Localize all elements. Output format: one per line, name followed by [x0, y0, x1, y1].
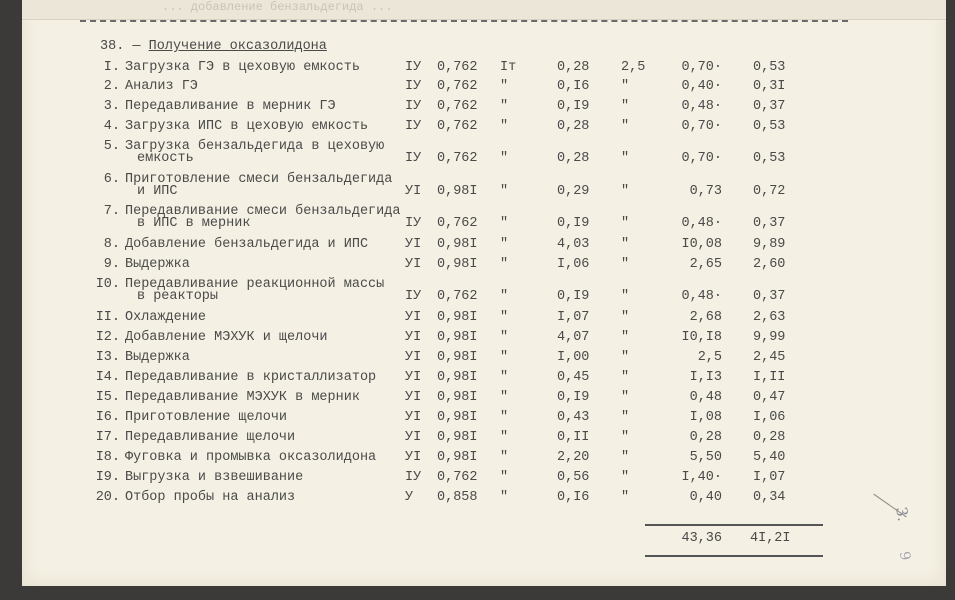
row-c6: 0,40·: [681, 79, 722, 94]
row-c6: 2,65: [689, 257, 722, 272]
row-c6: 0,48: [689, 390, 722, 405]
row-c6: 2,68: [689, 310, 722, 325]
section-title: Получение оксазолидона: [148, 39, 327, 54]
row-unit: ": [500, 79, 509, 94]
row-number: I9.: [95, 470, 120, 485]
row-mass: 0,29: [557, 184, 590, 199]
row-number: I7.: [95, 430, 120, 445]
section-number: 38.: [100, 39, 125, 54]
row-mass: I,00: [557, 350, 590, 365]
row-c7: I,06: [753, 410, 786, 425]
row-operation-name: и ИПС: [137, 184, 178, 199]
row-number: I0.: [95, 277, 120, 292]
row-coef: 0,762: [437, 470, 478, 485]
row-operation-name: Передавливание смеси бензальдегида: [125, 204, 401, 219]
row-number: 7.: [103, 204, 120, 219]
row-factor: ": [621, 216, 630, 231]
row-operation-name: Передавливание в мерник ГЭ: [125, 99, 336, 114]
row-factor: ": [621, 430, 630, 445]
row-factor: ": [621, 119, 630, 134]
row-factor: ": [621, 450, 630, 465]
row-factor: ": [621, 237, 630, 252]
row-unit: ": [500, 237, 509, 252]
row-factor: ": [621, 330, 630, 345]
row-coef: 0,762: [437, 216, 478, 231]
row-cls: У: [405, 490, 414, 505]
row-unit: ": [500, 310, 509, 325]
total-c7: 4I,2I: [750, 531, 791, 546]
dashed-separator: [80, 20, 848, 22]
row-cls: УI: [405, 390, 422, 405]
row-c6: 2,5: [697, 350, 722, 365]
row-c7: 0,47: [753, 390, 786, 405]
row-factor: ": [621, 79, 630, 94]
row-coef: 0,762: [437, 151, 478, 166]
row-coef: 0,762: [437, 79, 478, 94]
row-number: I.: [103, 60, 120, 75]
row-operation-name: в ИПС в мерник: [137, 216, 251, 231]
row-mass: 0,I9: [557, 216, 590, 231]
row-coef: 0,98I: [437, 390, 478, 405]
row-c7: 9,89: [753, 237, 786, 252]
row-unit: ": [500, 470, 509, 485]
row-operation-name: Выдержка: [125, 257, 190, 272]
row-factor: ": [621, 289, 630, 304]
row-cls: IУ: [405, 99, 422, 114]
row-cls: УI: [405, 330, 422, 345]
row-operation-name: Передавливание в кристаллизатор: [125, 370, 377, 385]
row-c7: 5,40: [753, 450, 786, 465]
row-coef: 0,858: [437, 490, 478, 505]
row-cls: УI: [405, 310, 422, 325]
row-c7: 0,37: [753, 99, 786, 114]
row-mass: 0,28: [557, 151, 590, 166]
row-coef: 0,98I: [437, 370, 478, 385]
row-factor: ": [621, 257, 630, 272]
row-cls: IУ: [405, 470, 422, 485]
row-mass: 4,03: [557, 237, 590, 252]
row-c7: I,II: [753, 370, 786, 385]
row-coef: 0,98I: [437, 450, 478, 465]
row-coef: 0,762: [437, 60, 478, 75]
row-c7: 0,3I: [753, 79, 786, 94]
row-c7: 0,53: [753, 119, 786, 134]
row-operation-name: Передавливание МЭХУК в мерник: [125, 390, 360, 405]
row-c6: 0,48·: [681, 99, 722, 114]
row-mass: 0,I9: [557, 390, 590, 405]
row-coef: 0,98I: [437, 237, 478, 252]
row-coef: 0,98I: [437, 410, 478, 425]
row-cls: УI: [405, 350, 422, 365]
row-coef: 0,98I: [437, 257, 478, 272]
row-number: 2.: [103, 79, 120, 94]
row-c6: 0,70·: [681, 151, 722, 166]
row-factor: ": [621, 390, 630, 405]
totals-bottom-rule: [645, 555, 823, 557]
row-operation-name: Фуговка и промывка оксазолидона: [125, 450, 377, 465]
row-cls: УI: [405, 237, 422, 252]
row-cls: IУ: [405, 151, 422, 166]
row-operation-name: Добавление МЭХУК и щелочи: [125, 330, 328, 345]
row-mass: 0,45: [557, 370, 590, 385]
row-mass: I,06: [557, 257, 590, 272]
row-unit: ": [500, 257, 509, 272]
row-mass: 0,28: [557, 119, 590, 134]
row-factor: ": [621, 99, 630, 114]
row-factor: ": [621, 410, 630, 425]
row-c7: 0,34: [753, 490, 786, 505]
row-unit: ": [500, 330, 509, 345]
row-unit: ": [500, 370, 509, 385]
row-cls: УI: [405, 450, 422, 465]
row-operation-name: в реакторы: [137, 289, 219, 304]
row-operation-name: Передавливание реакционной массы: [125, 277, 385, 292]
row-coef: 0,98I: [437, 430, 478, 445]
row-factor: ": [621, 151, 630, 166]
row-number: 8.: [103, 237, 120, 252]
row-unit: ": [500, 410, 509, 425]
row-c6: I,I3: [689, 370, 722, 385]
row-operation-name: Загрузка ГЭ в цеховую емкость: [125, 60, 360, 75]
row-c7: 0,28: [753, 430, 786, 445]
row-unit: ": [500, 119, 509, 134]
row-cls: УI: [405, 430, 422, 445]
row-mass: 0,56: [557, 470, 590, 485]
row-operation-name: Приготовление щелочи: [125, 410, 288, 425]
row-factor: ": [621, 350, 630, 365]
row-number: 6.: [103, 172, 120, 187]
row-operation-name: Приготовление смеси бензальдегида: [125, 172, 393, 187]
row-operation-name: Охлаждение: [125, 310, 207, 325]
row-factor: ": [621, 370, 630, 385]
row-cls: УI: [405, 184, 422, 199]
heading-dash: —: [132, 39, 141, 54]
row-number: I4.: [95, 370, 120, 385]
row-mass: 0,28: [557, 60, 590, 75]
row-mass: 0,I6: [557, 490, 590, 505]
row-coef: 0,98I: [437, 330, 478, 345]
row-number: 5.: [103, 139, 120, 154]
row-factor: ": [621, 184, 630, 199]
row-number: I8.: [95, 450, 120, 465]
row-c6: 0,70·: [681, 119, 722, 134]
row-operation-name: Анализ ГЭ: [125, 79, 198, 94]
row-c6: I,40·: [681, 470, 722, 485]
row-operation-name: Выдержка: [125, 350, 190, 365]
row-mass: 0,I9: [557, 289, 590, 304]
row-unit: Iт: [500, 60, 517, 75]
row-coef: 0,98I: [437, 310, 478, 325]
row-c6: 0,48·: [681, 216, 722, 231]
row-cls: IУ: [405, 289, 422, 304]
row-c7: 9,99: [753, 330, 786, 345]
row-mass: 0,II: [557, 430, 590, 445]
row-unit: ": [500, 450, 509, 465]
row-operation-name: Передавливание щелочи: [125, 430, 296, 445]
row-unit: ": [500, 99, 509, 114]
row-c6: 5,50: [689, 450, 722, 465]
row-number: I6.: [95, 410, 120, 425]
row-coef: 0,98I: [437, 184, 478, 199]
row-number: II.: [95, 310, 120, 325]
row-cls: УI: [405, 257, 422, 272]
row-c6: 0,40: [689, 490, 722, 505]
row-c7: 2,60: [753, 257, 786, 272]
row-c7: 0,53: [753, 60, 786, 75]
row-mass: I,07: [557, 310, 590, 325]
row-number: 20.: [95, 490, 120, 505]
row-c6: I,08: [689, 410, 722, 425]
row-cls: IУ: [405, 216, 422, 231]
row-coef: 0,762: [437, 289, 478, 304]
handwritten-mark: 3.: [892, 505, 913, 523]
row-factor: ": [621, 470, 630, 485]
row-factor: ": [621, 310, 630, 325]
total-c6: 43,36: [681, 531, 722, 546]
row-c6: I0,I8: [681, 330, 722, 345]
row-mass: 0,43: [557, 410, 590, 425]
row-mass: 4,07: [557, 330, 590, 345]
row-operation-name: Добавление бензальдегида и ИПС: [125, 237, 369, 252]
row-unit: ": [500, 430, 509, 445]
row-cls: IУ: [405, 119, 422, 134]
row-cls: УI: [405, 370, 422, 385]
row-operation-name: Загрузка ИПС в цеховую емкость: [125, 119, 369, 134]
row-coef: 0,98I: [437, 350, 478, 365]
row-operation-name: Отбор пробы на анализ: [125, 490, 296, 505]
row-mass: 0,I6: [557, 79, 590, 94]
row-unit: ": [500, 151, 509, 166]
folded-previous-page: [22, 0, 946, 20]
row-coef: 0,762: [437, 99, 478, 114]
row-cls: IУ: [405, 79, 422, 94]
row-unit: ": [500, 184, 509, 199]
row-number: 3.: [103, 99, 120, 114]
row-unit: ": [500, 216, 509, 231]
row-factor: ": [621, 490, 630, 505]
fold-text: ... добавление бензальдегида ...: [162, 0, 393, 14]
row-unit: ": [500, 390, 509, 405]
row-c7: 0,37: [753, 289, 786, 304]
row-unit: ": [500, 490, 509, 505]
row-mass: 0,I9: [557, 99, 590, 114]
row-cls: УI: [405, 410, 422, 425]
row-number: I3.: [95, 350, 120, 365]
row-c6: I0,08: [681, 237, 722, 252]
row-c7: 0,72: [753, 184, 786, 199]
row-c6: 0,70·: [681, 60, 722, 75]
row-number: 4.: [103, 119, 120, 134]
row-c7: 2,45: [753, 350, 786, 365]
row-coef: 0,762: [437, 119, 478, 134]
section-heading: [100, 40, 327, 53]
row-c7: 0,53: [753, 151, 786, 166]
row-operation-name: емкость: [137, 151, 194, 166]
row-c7: 2,63: [753, 310, 786, 325]
totals-top-rule: [645, 524, 823, 526]
row-c6: 0,28: [689, 430, 722, 445]
row-c7: I,07: [753, 470, 786, 485]
row-number: 9.: [103, 257, 120, 272]
row-mass: 2,20: [557, 450, 590, 465]
row-number: I5.: [95, 390, 120, 405]
row-c7: 0,37: [753, 216, 786, 231]
row-unit: ": [500, 289, 509, 304]
row-cls: IУ: [405, 60, 422, 75]
row-c6: 0,73: [689, 184, 722, 199]
row-unit: ": [500, 350, 509, 365]
row-factor: 2,5: [621, 60, 646, 75]
row-operation-name: Выгрузка и взвешивание: [125, 470, 304, 485]
handwritten-page-number: 9: [895, 550, 914, 562]
row-number: I2.: [95, 330, 120, 345]
row-operation-name: Загрузка бензальдегида в цеховую: [125, 139, 385, 154]
row-c6: 0,48·: [681, 289, 722, 304]
